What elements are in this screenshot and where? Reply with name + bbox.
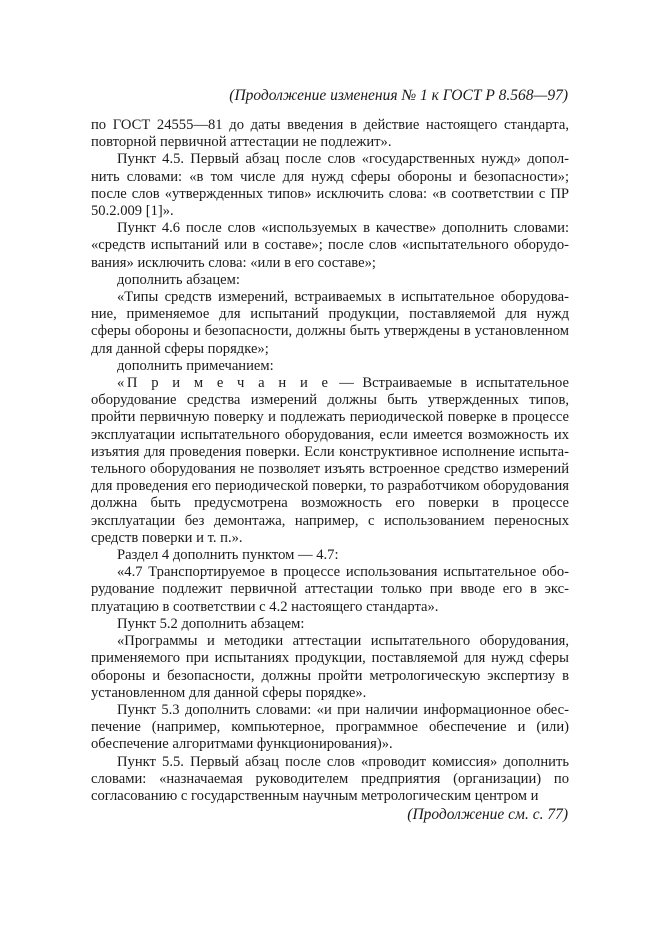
note-lead: «П р и м е ч а н и е [117, 375, 331, 392]
running-title: (Продолжение изменения № 1 к ГОСТ Р 8.568—97) [229, 87, 568, 104]
paragraph: дополнить абзацем: [117, 271, 240, 288]
note-text: — Встраиваемые в испытательное оборудование средства измерений должны быть утвержденных типов, пройти первичную поверку и подлежать периодической поверке в процессе эксплуатации испытательного оборудования, если имеется возможность их изъятия для проведения поверки. Если конструктивное исполнение испытательного оборудования не позволяет изъять встроенное средство измерений для проведения его периодической поверки, то разработчиком оборудования должна быть предусмотрена возможность его поверки в процессе эксплуатации без демонтажа, например, с использованием переносных средств поверки и т. п.». [91, 375, 569, 546]
paragraph: «4.7 Транспортируемое в процессе использования испытательное оборудование подлежит первичной аттестации только при вводе его в эксплуатацию в соответствии с 4.2 настоящего стандарта». [91, 564, 569, 615]
document-body [91, 117, 569, 805]
continuation-note: (Продолжение см. с. 77) [407, 806, 568, 823]
paragraph: «Программы и методики аттестации испытательного оборудования, применяемого при испытаниях продукции, поставляемой для нужд сферы обороны и безопасности, должны пройти метрологическую экспертизу в установленном для данной сферы порядке». [91, 633, 569, 701]
paragraph: Пункт 5.3 дополнить словами: «и при наличии информационное обеспечение (например, компьютерное, программное обеспечение и (или) обеспечение алгоритмами функционирования)». [91, 701, 569, 753]
paragraph: Пункт 5.5. Первый абзац после слов «проводит комиссия» дополнить словами: «назначаемая руководителем предприятия (организации) по согласованию с государственным научным метрологическим центром и [91, 753, 569, 804]
paragraph: «Типы средств измерений, встраиваемых в испытательное оборудование, применяемое для испытаний продукции, поставляемой для нужд сферы обороны и безопасности, должны быть утверждены в установленном для данной сферы порядке»; [91, 289, 569, 357]
paragraph: Раздел 4 дополнить пунктом — 4.7: [117, 547, 339, 564]
paragraph: дополнить примечанием: [117, 357, 274, 374]
paragraph: по ГОСТ 24555—81 до даты введения в действие настоящего стандарта, повторной первичной аттестации не подлежит». [91, 117, 569, 151]
note-paragraph [91, 375, 569, 547]
paragraph: Пункт 5.2 дополнить абзацем: [117, 615, 305, 632]
paragraph: Пункт 4.6 после слов «используемых в качестве» дополнить словами: «средств испытаний или в составе»; после слов «испытательного оборудования» исключить слова: «или в его составе»; [91, 220, 569, 271]
paragraph: Пункт 4.5. Первый абзац после слов «государственных нужд» дополнить словами: «в том числе для нужд сферы обороны и безопасности»; после слов «утвержденных типов» исключить слова: «в соответствии с ПР 50.2.009 [1]». [91, 151, 569, 220]
